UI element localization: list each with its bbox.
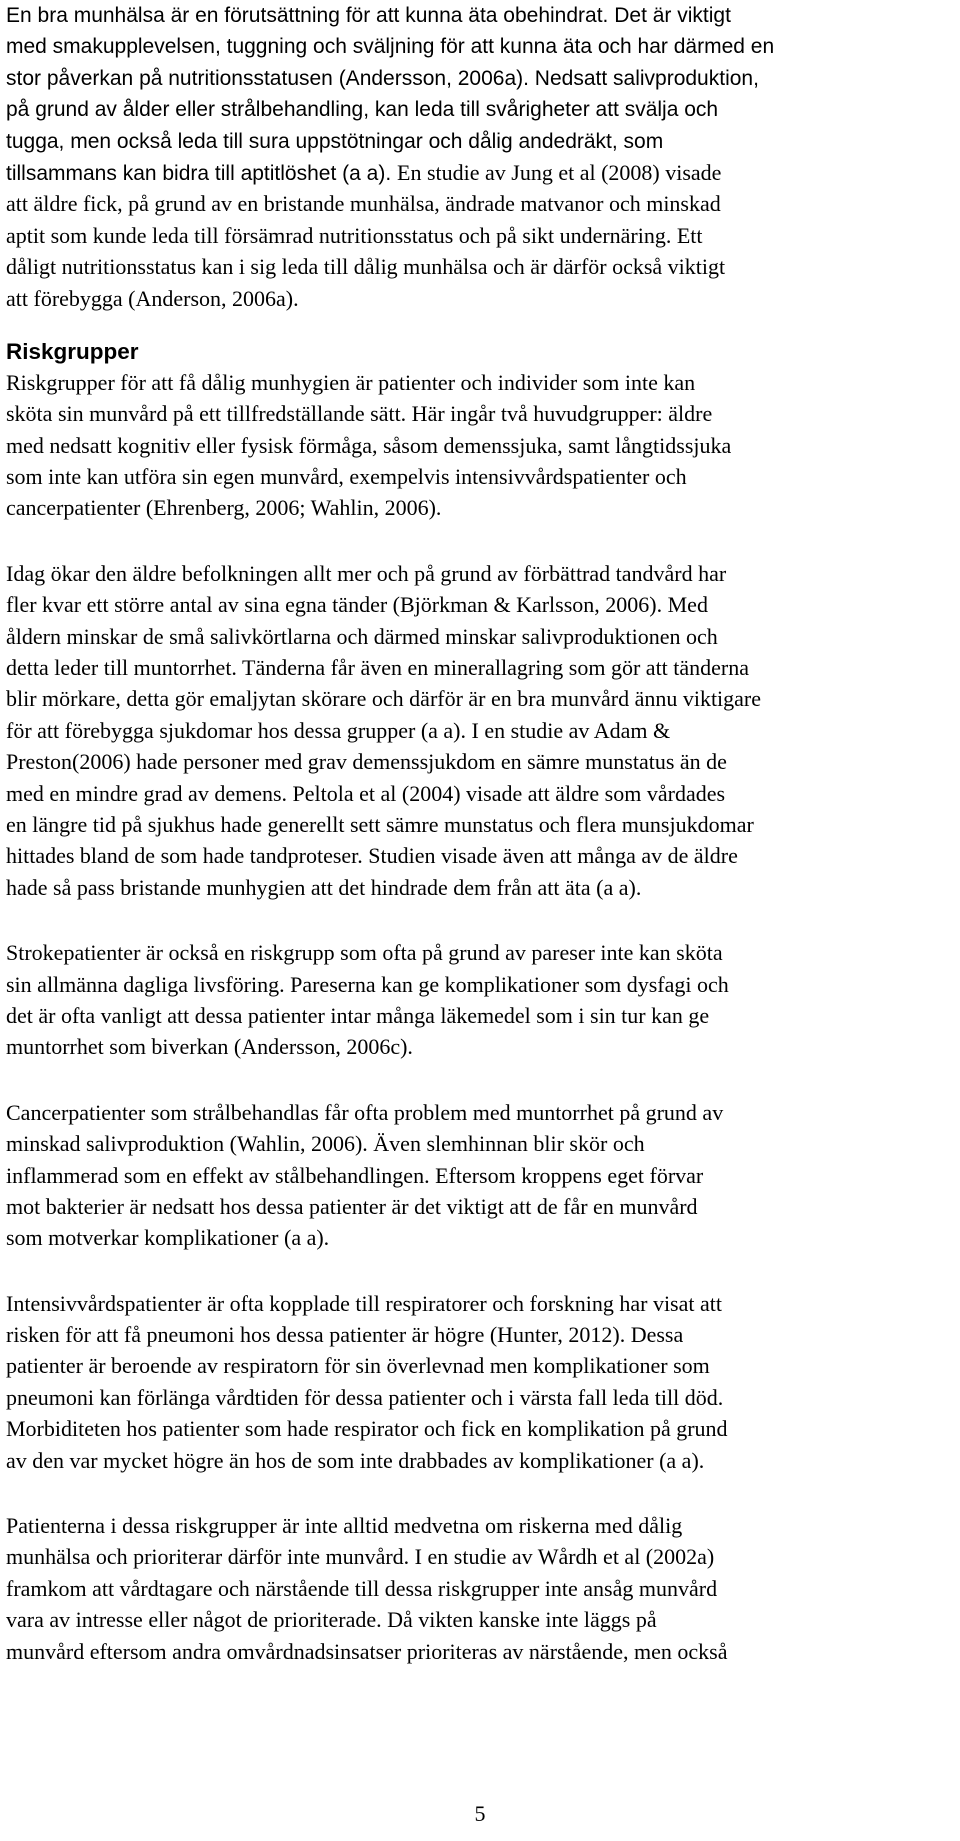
text-line: som motverkar komplikationer (a a). [6,1225,330,1251]
text-line-mixed [6,157,956,188]
paragraph-gap [6,524,956,558]
text-line: En bra munhälsa är en förutsättning för att kunna äta obehindrat. Det är viktigt [6,4,731,27]
text-line: som inte kan utföra sin egen munvård, exempelvis intensivvårdspatienter och [6,464,687,490]
text-line: med nedsatt kognitiv eller fysisk förmåga, såsom demenssjuka, samt långtidssjuka [6,432,732,458]
text-line: Preston(2006) hade personer med grav demenssjukdom en sämre munstatus än de [6,749,727,775]
text-line: inflammerad som en effekt av stålbehandlingen. Eftersom kroppens eget förvar [6,1162,704,1188]
paragraph-cancer [6,1097,956,1254]
text-line: munvård eftersom andra omvårdnadsinsatser prioriteras av närstående, men också [6,1638,728,1664]
text-line: åldern minskar de små salivkörtlarna och därmed minskar salivproduktionen och [6,623,718,649]
text-line: Patienterna i dessa riskgrupper är inte alltid medvetna om riskerna med dålig [6,1513,683,1539]
text-line: på grund av ålder eller strålbehandling, kan leda till svårigheter att svälja och [6,98,719,122]
text-line: patienter är beroende av respiratorn för sin överlevnad men komplikationer som [6,1353,710,1379]
paragraph-stroke [6,937,956,1063]
paragraph-intensive-care [6,1288,956,1476]
text-line: av den var mycket högre än hos de som inte drabbades av komplikationer (a a). [6,1447,705,1473]
text-line: cancerpatienter (Ehrenberg, 2006; Wahlin, 2006). [6,495,442,521]
text-line: risken för att få pneumoni hos dessa patienter är högre (Hunter, 2012). Dessa [6,1322,684,1348]
paragraph-gap [6,903,956,937]
text-line: dåligt nutritionsstatus kan i sig leda till dålig munhälsa och är därför också viktigt [6,254,726,280]
paragraph-awareness [6,1510,956,1667]
text-line: Intensivvårdspatienter är ofta kopplade till respiratorer och forskning har visat att [6,1290,722,1316]
paragraph-gap [6,1476,956,1510]
text-line: blir mörkare, detta gör emaljytan skörare och därför är en bra munvård ännu viktigare [6,686,762,712]
paragraph-elderly [6,558,956,903]
text-line: hittades bland de som hade tandproteser. Studien visade även att många av de äldre [6,843,738,869]
text-line: för att förebygga sjukdomar hos dessa grupper (a a). I en studie av Adam & [6,717,671,743]
text-segment: tillsammans kan bidra till aptitlöshet (a a). [6,161,397,185]
paragraph-gap [6,1063,956,1097]
text-line: Cancerpatienter som strålbehandlas får ofta problem med muntorrhet på grund av [6,1099,724,1125]
text-line: framkom att vårdtagare och närstående till dessa riskgrupper inte ansåg munvård [6,1575,718,1601]
text-line: att äldre fick, på grund av en bristande munhälsa, ändrade matvanor och minskad [6,191,721,217]
text-line: pneumoni kan förlänga vårdtiden för dessa patienter och i värsta fall leda till död. [6,1384,724,1410]
text-line: stor påverkan på nutritionsstatusen (Andersson, 2006a). Nedsatt salivproduktion, [6,66,759,90]
text-line: med en mindre grad av demens. Peltola et al (2004) visade att äldre som vårdades [6,780,726,806]
text-segment: En studie av Jung et al (2008) visade [397,159,722,185]
section-heading: Riskgrupper [6,338,139,364]
text-line: en längre tid på sjukhus hade generellt sett sämre munstatus och flera munsjukdomar [6,811,754,837]
text-line: minskad salivproduktion (Wahlin, 2006). Även slemhinnan blir skör och [6,1131,645,1157]
text-line: Idag ökar den äldre befolkningen allt mer och på grund av förbättrad tandvård har [6,560,727,586]
paragraph-risk-groups [6,367,956,524]
text-line: muntorrhet som biverkan (Andersson, 2006c). [6,1034,413,1060]
text-line: att förebygga (Anderson, 2006a). [6,285,299,311]
text-line: hade så pass bristande munhygien att det hindrade dem från att äta (a a). [6,874,642,900]
text-line: Morbiditeten hos patienter som hade respirator och fick en komplikation på grund [6,1416,728,1442]
text-line: aptit som kunde leda till försämrad nutritionsstatus och på sikt undernäring. Ett [6,222,703,248]
text-line: detta leder till muntorrhet. Tänderna får även en minerallagring som gör att tänderna [6,655,750,681]
text-line: med smakupplevelsen, tuggning och sväljning för att kunna äta och har därmed en [6,35,775,59]
text-line: sköta sin munvård på ett tillfredställande sätt. Här ingår två huvudgrupper: äldre [6,401,713,427]
document-page [6,0,956,1667]
text-line: mot bakterier är nedsatt hos dessa patienter är det viktigt att de får en munvård [6,1193,698,1219]
page-number: 5 [474,1801,486,1826]
text-line: vara av intresse eller något de prioriterade. Då vikten kanske inte läggs på [6,1607,657,1633]
text-line: Strokepatienter är också en riskgrupp som ofta på grund av pareser inte kan sköta [6,940,723,966]
text-line: tugga, men också leda till sura uppstötningar och dålig andedräkt, som [6,129,664,153]
text-line: fler kvar ett större antal av sina egna tänder (Björkman & Karlsson, 2006). Med [6,592,708,618]
text-line: sin allmänna dagliga livsföring. Pareserna kan ge komplikationer som dysfagi och [6,971,729,997]
text-line: Riskgrupper för att få dålig munhygien är patienter och individer som inte kan [6,369,696,395]
paragraph-oral-health-nutrition [6,0,956,314]
text-line: det är ofta vanligt att dessa patienter intar många läkemedel som i sin tur kan ge [6,1002,710,1028]
paragraph-gap [6,1254,956,1288]
text-line: munhälsa och prioriterar därför inte munvård. I en studie av Wårdh et al (2002a) [6,1544,715,1570]
